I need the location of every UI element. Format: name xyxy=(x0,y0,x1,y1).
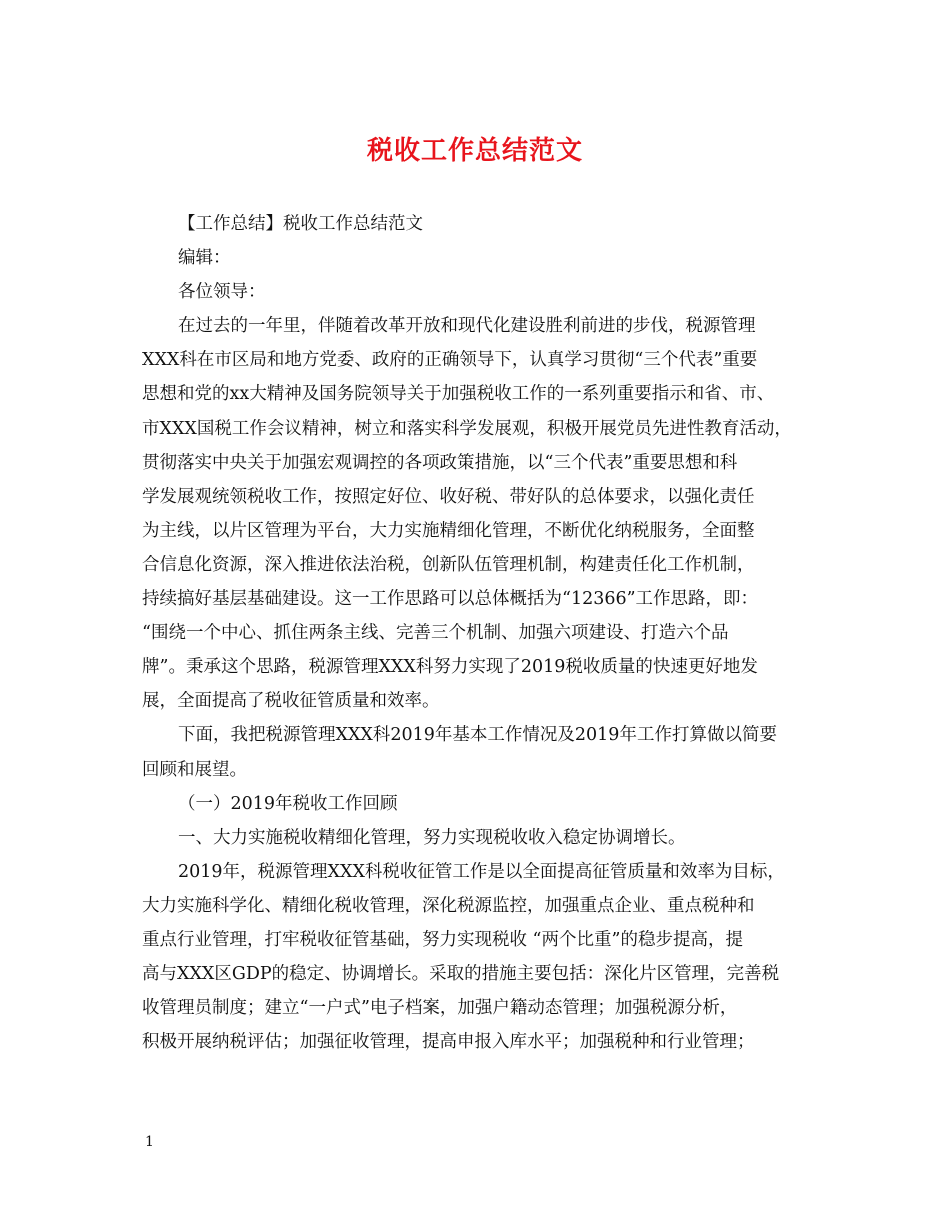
document-line: 重点行业管理，打牢税收征管基础，努力实现税收 “两个比重”的稳步提高，提 xyxy=(142,929,743,950)
document-line: 高与XXX区GDP的稳定、协调增长。采取的措施主要包括：深化片区管理，完善税 xyxy=(142,964,780,985)
document-line: 积极开展纳税评估；加强征收管理，提高申报入库水平；加强税种和行业管理； xyxy=(142,1032,755,1053)
document-line: “围绕一个中心、抓住两条主线、完善三个机制、加强六项建设、打造六个品 xyxy=(142,623,729,644)
document-line: 大力实施科学化、精细化税收管理，深化税源监控，加强重点企业、重点税种和 xyxy=(142,895,755,916)
document-line: 各位领导： xyxy=(178,282,266,303)
document-line: 编辑： xyxy=(178,248,231,269)
document-line: 回顾和展望。 xyxy=(142,759,247,780)
document-line: 2019年，税源管理XXX科税收征管工作是以全面提高征管质量和效率为目标， xyxy=(178,861,785,882)
document-line: 思想和党的xx大精神及国务院领导关于加强税收工作的一系列重要指示和省、市、 xyxy=(142,384,775,405)
document-line: 展，全面提高了税收征管质量和效率。 xyxy=(142,691,440,712)
document-line: 收管理员制度；建立“一户式”电子档案，加强户籍动态管理；加强税源分析， xyxy=(142,998,738,1019)
document-line: 持续搞好基层基础建设。这一工作思路可以总体概括为“12366”工作思路，即： xyxy=(142,589,759,610)
document-line: 贯彻落实中央关于加强宏观调控的各项政策措施，以“三个代表”重要思想和科 xyxy=(142,452,738,473)
document-line: 学发展观统领税收工作，按照定好位、收好税、带好队的总体要求，以强化责任 xyxy=(142,486,755,507)
document-line: 在过去的一年里，伴随着改革开放和现代化建设胜利前进的步伐，税源管理 xyxy=(178,316,756,337)
page-number: 1 xyxy=(145,1134,154,1150)
document-line: 合信息化资源，深入推进依法治税，创新队伍管理机制，构建责任化工作机制， xyxy=(142,554,755,575)
document-line: （一）2019年税收工作回顾 xyxy=(178,793,398,814)
document-line: 为主线，以片区管理为平台，大力实施精细化管理，不断优化纳税服务，全面整 xyxy=(142,520,755,541)
document-line: 一、大力实施税收精细化管理，努力实现税收收入稳定协调增长。 xyxy=(178,827,686,848)
document-title: 税收工作总结范文 xyxy=(366,136,583,166)
document-line: 下面，我把税源管理XXX科2019年基本工作情况及2019年工作打算做以简要 xyxy=(178,725,777,746)
document-line: 【工作总结】税收工作总结范文 xyxy=(178,214,423,234)
document-line: 市XXX国税工作会议精神，树立和落实科学发展观，积极开展党员先进性教育活动， xyxy=(142,418,792,439)
document-line: XXX科在市区局和地方党委、政府的正确领导下，认真学习贯彻“三个代表”重要 xyxy=(142,350,758,371)
document-body xyxy=(142,207,822,1059)
document-line: 牌”。秉承这个思路，税源管理XXX科努力实现了2019税收质量的快速更好地发 xyxy=(142,657,758,678)
